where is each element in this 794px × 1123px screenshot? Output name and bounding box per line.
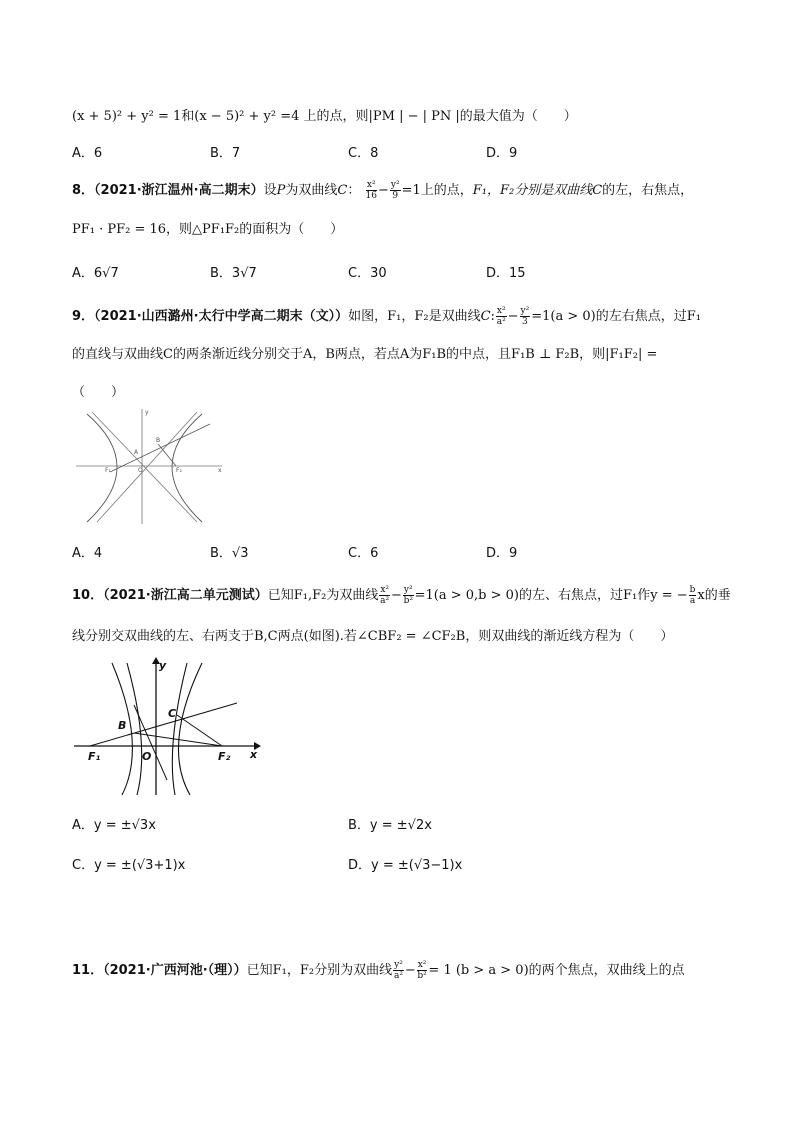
q10-fraction: $\frac{\text{y²}}{\text{b²}}$ bbox=[403, 585, 413, 606]
q9-fig-label: y bbox=[145, 409, 149, 416]
q10-text: 已知F₁,F₂为双曲线 bbox=[267, 588, 379, 603]
q9-text: 如图，F₁，F₂是双曲线 bbox=[348, 309, 481, 324]
q10-fig-label: B bbox=[118, 719, 127, 732]
q8-text: C bbox=[592, 183, 603, 198]
q10-option-c[interactable]: C．y = ±(√3+1)x bbox=[72, 858, 186, 873]
q9-text: C bbox=[480, 309, 491, 324]
q8-source: （2021·浙江温州·高二期末） bbox=[94, 183, 264, 198]
q9-fig-label: x bbox=[218, 467, 222, 474]
q9-fraction: $\frac{\text{x²}}{\text{a²}}$ bbox=[496, 306, 506, 327]
q11-fraction: $\frac{\text{y²}}{\text{a²}}$ bbox=[393, 960, 403, 981]
q8-stem-line2: PF₁ · PF₂ = 16，则△PF₁F₂的面积为（ ） bbox=[72, 222, 344, 237]
q11-number: 11． bbox=[72, 963, 104, 978]
q10-number: 10． bbox=[72, 588, 104, 603]
q8-text: ： bbox=[347, 183, 361, 198]
q11-text: 已知F₁，F₂分别为双曲线 bbox=[246, 963, 393, 978]
q9-fig-label: O bbox=[138, 467, 143, 474]
q10-hyperbola-figure bbox=[72, 655, 262, 800]
q10-fraction: $\frac{b}{a}$ bbox=[689, 585, 696, 606]
q9-fig-label: B bbox=[156, 437, 161, 444]
q10-fraction: $\frac{\text{x²}}{\text{a²}}$ bbox=[380, 585, 390, 606]
q8-option-d[interactable]: D．15 bbox=[486, 266, 526, 281]
q11-source: （2021·广西河池·（理）） bbox=[103, 963, 247, 978]
q8-number: 8． bbox=[72, 183, 95, 198]
q7-stem: (x + 5)² + y² = 1和(x − 5)² + y² =4 上的点，则|PM | − | PN |的最大值为（ ） bbox=[72, 109, 577, 124]
q9-fig-label: F₁ bbox=[105, 467, 111, 474]
q10-fig-label: x bbox=[250, 748, 258, 761]
q11-fraction: $\frac{\text{x²}}{\text{b²}}$ bbox=[417, 960, 427, 981]
q8-option-c[interactable]: C．30 bbox=[348, 266, 387, 281]
q10-source: （2021·浙江高二单元测试） bbox=[103, 588, 268, 603]
q9-fig-label: A bbox=[134, 449, 139, 456]
q7-option-d[interactable]: D．9 bbox=[486, 146, 518, 161]
q8-text: C bbox=[337, 183, 348, 198]
q10-option-a[interactable]: A．y = ±√3x bbox=[72, 818, 156, 833]
q8-fraction: $\frac{\text{x²}}{16}$ bbox=[365, 180, 377, 201]
q7-option-c[interactable]: C．8 bbox=[348, 146, 379, 161]
q10-fig-label: F₁ bbox=[88, 750, 101, 763]
q9-option-b[interactable]: B．√3 bbox=[210, 546, 249, 561]
q9-stem-line1: 9．（2021·山西潞州·太行中学高二期末（文））如图，F₁，F₂是双曲线C: $\frac{\text{x²}}{\text{a²}}$ − $\frac{\text{y²}}{3}$ =1(a > 0)的左右焦点，过F₁ bbox=[72, 306, 701, 327]
q10-text: x的垂 bbox=[697, 588, 731, 603]
q8-fraction: $\frac{\text{y²}}{9}$ bbox=[390, 180, 400, 201]
q9-source: （2021·山西潞州·太行中学高二期末（文）） bbox=[94, 309, 349, 324]
q9-option-a[interactable]: A．4 bbox=[72, 546, 103, 561]
q11-text: = 1 (b > a > 0)的两个焦点，双曲线上的点 bbox=[428, 963, 685, 978]
q9-fraction: $\frac{\text{y²}}{3}$ bbox=[520, 306, 530, 327]
q10-option-d[interactable]: D．y = ±(√3−1)x bbox=[348, 858, 463, 873]
q9-stem-line2: 的直线与双曲线C的两条渐近线分别交于A，B两点，若点A为F₁B的中点，且F₁B ⊥ F₂B，则|F₁F₂| = bbox=[72, 347, 658, 362]
q8-text: 的左，右焦点， bbox=[602, 183, 694, 198]
q10-fig-label: C bbox=[168, 707, 177, 720]
q8-option-a[interactable]: A．6√7 bbox=[72, 266, 119, 281]
q10-text: =1(a > 0,b > 0)的左、右焦点，过F₁作y = − bbox=[414, 588, 688, 603]
q11-stem-line1: 11．（2021·广西河池·（理））已知F₁，F₂分别为双曲线 $\frac{\text{y²}}{\text{a²}}$ − $\frac{\text{x²}}{\text{b²}}$ = 1 (b > a > 0)的两个焦点，双曲线上的点 bbox=[72, 960, 685, 981]
q9-option-c[interactable]: C．6 bbox=[348, 546, 379, 561]
q8-option-b[interactable]: B．3√7 bbox=[210, 266, 257, 281]
q10-fig-label: y bbox=[159, 659, 167, 672]
q9-number: 9． bbox=[72, 309, 95, 324]
q7-option-b[interactable]: B．7 bbox=[210, 146, 241, 161]
q9-option-d[interactable]: D．9 bbox=[486, 546, 518, 561]
q9-stem-line3: （ ） bbox=[72, 385, 125, 400]
q8-text: 设 bbox=[263, 183, 277, 198]
q9-text: =1(a > 0)的左右焦点，过F₁ bbox=[531, 309, 701, 324]
q7-option-a[interactable]: A．6 bbox=[72, 146, 103, 161]
q10-fig-label: F₂ bbox=[218, 750, 231, 763]
q10-stem-line1: 10．（2021·浙江高二单元测试）已知F₁,F₂为双曲线 $\frac{\text{x²}}{\text{a²}}$ − $\frac{\text{y²}}{\text{b²}}$ =1(a > 0,b > 0)的左、右焦点，过F₁作y = − $\frac{b}{a}$ x的垂 bbox=[72, 585, 731, 606]
q8-text: P bbox=[276, 183, 286, 198]
q10-fig-label: O bbox=[142, 750, 152, 763]
q8-stem-line1: 8．（2021·浙江温州·高二期末）设P为双曲线C： $\frac{\text{x²}}{16}$ − $\frac{\text{y²}}{9}$ =1上的点，F₁，F₂分别是双曲线C的左，右焦点， bbox=[72, 180, 694, 201]
q8-text: F₁，F₂分别是双曲线 bbox=[472, 183, 593, 198]
q9-fig-label: F₂ bbox=[176, 467, 182, 474]
q10-stem-line2: 线分别交双曲线的左、右两支于B,C两点(如图).若∠CBF₂ = ∠CF₂B，则双曲线的渐近线方程为（ ） bbox=[72, 629, 674, 644]
q8-text: =1上的点， bbox=[401, 183, 473, 198]
q8-text: 为双曲线 bbox=[285, 183, 338, 198]
q9-hyperbola-figure bbox=[72, 404, 232, 529]
q10-option-b[interactable]: B．y = ±√2x bbox=[348, 818, 432, 833]
